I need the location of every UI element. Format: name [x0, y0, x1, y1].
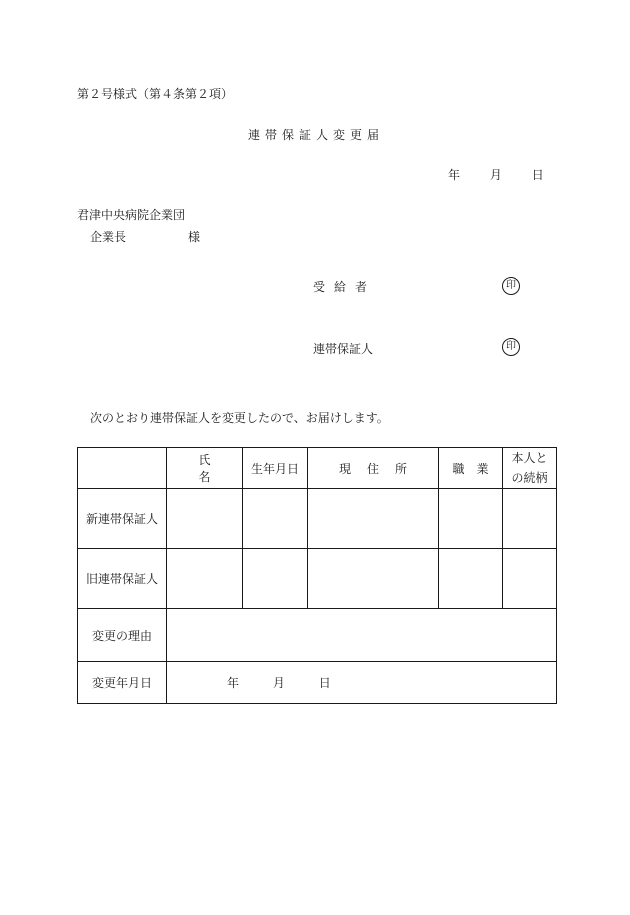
page-title: 連帯保証人変更届 — [248, 128, 385, 142]
date-month-label: 月 — [489, 168, 502, 182]
submission-date — [448, 166, 544, 183]
guarantor-seal-icon: 印 — [502, 338, 520, 356]
change-date-month-label: 月 — [272, 676, 285, 690]
table-row-old-guarantor — [78, 549, 557, 609]
addressee-honorific: 様 — [188, 230, 201, 244]
header-birthdate: 生年月日 — [243, 448, 308, 489]
header-occupation: 職業 — [439, 448, 503, 489]
new-address-field[interactable] — [308, 489, 439, 549]
header-relation-line2: の続柄 — [511, 471, 548, 485]
form-number: 第２号様式（第４条第２項） — [77, 87, 234, 101]
reason-field[interactable] — [167, 609, 557, 662]
table-row-new-guarantor — [78, 489, 557, 549]
table-row-change-date — [78, 662, 557, 704]
date-year-label: 年 — [448, 168, 461, 182]
table-header-row — [78, 448, 557, 489]
recipient-seal-icon: 印 — [502, 277, 520, 295]
guarantor-label: 連帯保証人 — [313, 342, 374, 356]
change-date-year-label: 年 — [227, 676, 240, 690]
header-relation-line1: 本人と — [511, 451, 548, 465]
new-occupation-field[interactable] — [439, 489, 503, 549]
row-label-old-guarantor: 旧連帯保証人 — [78, 549, 167, 609]
old-name-field[interactable] — [167, 549, 243, 609]
recipient-label: 受給者 — [313, 280, 377, 294]
old-birthdate-field[interactable] — [243, 549, 308, 609]
new-birthdate-field[interactable] — [243, 489, 308, 549]
header-address: 現住所 — [308, 448, 439, 489]
row-label-reason: 変更の理由 — [78, 609, 167, 662]
change-date-field[interactable] — [167, 662, 557, 704]
addressee-organization: 君津中央病院企業団 — [77, 208, 186, 222]
guarantor-change-table — [77, 447, 557, 704]
header-relation — [503, 448, 557, 489]
row-label-new-guarantor: 新連帯保証人 — [78, 489, 167, 549]
statement-text: 次のとおり連帯保証人を変更したので、お届けします。 — [90, 411, 389, 425]
row-label-change-date: 変更年月日 — [78, 662, 167, 704]
new-name-field[interactable] — [167, 489, 243, 549]
old-address-field[interactable] — [308, 549, 439, 609]
header-name: 氏名 — [167, 448, 243, 489]
header-blank-cell — [78, 448, 167, 489]
date-day-label: 日 — [531, 168, 544, 182]
old-occupation-field[interactable] — [439, 549, 503, 609]
old-relation-field[interactable] — [503, 549, 557, 609]
change-date-day-label: 日 — [318, 676, 331, 690]
addressee-title: 企業長 — [90, 230, 127, 244]
table-row-reason — [78, 609, 557, 662]
new-relation-field[interactable] — [503, 489, 557, 549]
